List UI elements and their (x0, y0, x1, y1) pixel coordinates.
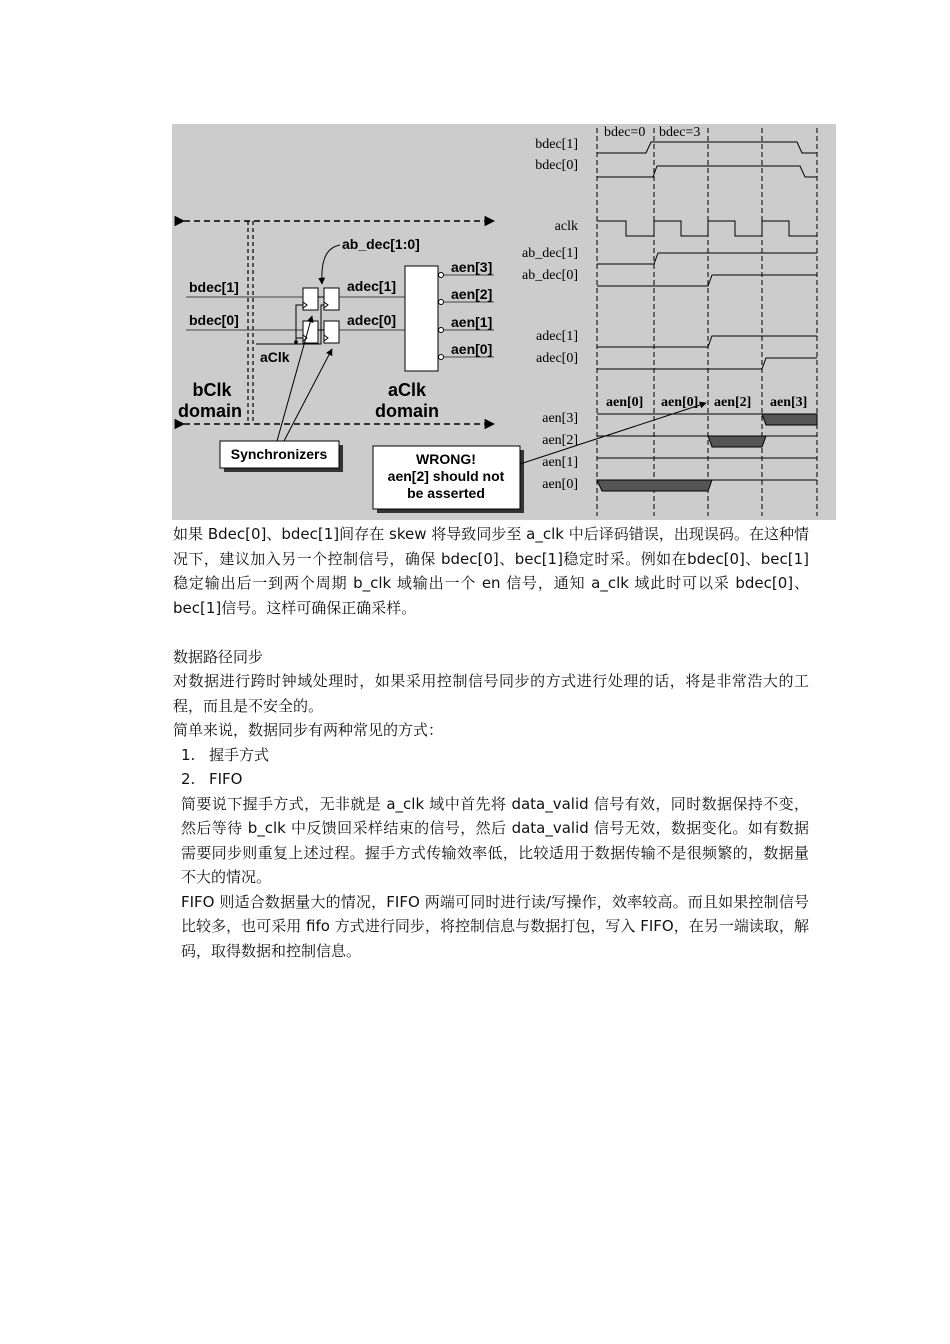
aclk-domain-label-2: domain (374, 401, 440, 421)
aen-state-label-1: aen[0] (606, 395, 644, 410)
list-item (173, 767, 809, 792)
aen3-label: aen[3] (451, 259, 493, 275)
aen-state-label-2: aen[0] (661, 395, 699, 410)
sig-bdec0: bdec[0] (535, 158, 578, 173)
wave-adec1 (597, 336, 817, 347)
bdec0-label: bdec[0] (189, 312, 239, 328)
list-number: 1. (181, 745, 196, 764)
timing-top-label-2: bdec=3 (659, 125, 701, 140)
bdec1-label: bdec[1] (189, 279, 239, 295)
ab-dec-arrow (322, 245, 340, 284)
sig-adec1: adec[1] (536, 329, 578, 344)
paragraph-intro: 对数据进行跨时钟域处理时，如果采用控制信号同步的方式进行处理的话，将是非常浩大的工程，而且是不安全的。 (173, 672, 809, 715)
synchronizer-figure (172, 124, 836, 520)
method-list (173, 743, 809, 792)
ab-dec-label: ab_dec[1:0] (342, 236, 420, 252)
timing-top-label-1: bdec=0 (604, 125, 646, 140)
wave-aclk (597, 221, 817, 236)
sig-aen3: aen[3] (542, 411, 578, 426)
figure-svg (172, 124, 836, 520)
wave-aen2-pulse (708, 436, 766, 447)
wrong-text-3: be asserted (407, 485, 485, 501)
aclk-domain-label: aClk (387, 380, 427, 400)
sig-bdec1: bdec[1] (535, 137, 578, 152)
paragraph-methods: 简单来说，数据同步有两种常见的方式： (173, 721, 444, 739)
wrong-text-1: WRONG! (416, 451, 476, 467)
document-body (173, 522, 809, 963)
bclk-domain-label-2: domain (177, 401, 243, 421)
adec1-label: adec[1] (347, 278, 397, 294)
wave-ab-dec0 (597, 275, 817, 286)
aen-state-label-3: aen[2] (714, 395, 752, 410)
wave-bdec0 (597, 166, 817, 177)
wrong-text-2: aen[2] should not (387, 468, 505, 484)
sig-ab-dec0: ab_dec[0] (522, 268, 578, 283)
list-text: 握手方式 (209, 745, 270, 764)
wave-adec0 (597, 358, 817, 369)
synchronizers-label: Synchronizers (230, 446, 328, 462)
decoder-block (405, 266, 438, 371)
sig-adec0: adec[0] (536, 351, 578, 366)
paragraph-handshake: 简要说下握手方式，无非就是 a_clk 域中首先将 data_valid 信号有效，同时数据保持不变，然后等待 b_clk 中反馈回采样结束的信号，然后 data_valid 信号无效，数据变化。如有数据需要同步则重复上述过程。握手方式传输效率低，比较适用于数据传输不是很频繁的，数据量不大的情况。 (181, 794, 809, 886)
aen2-label: aen[2] (451, 286, 493, 302)
wave-aen0-pulse (597, 480, 712, 491)
sig-aen0: aen[0] (542, 477, 578, 492)
list-number: 2. (181, 770, 196, 788)
paragraph-fifo: FIFO 则适合数据量大的情况，FIFO 两端可同时进行读/写操作，效率较高。而且如果控制信号比较多，也可采用 fifo 方式进行同步，将控制信息与数据打包，写入 FIFO，在另一端读取，解码，取得数据和控制信息。 (181, 892, 809, 960)
bclk-domain-label: bClk (192, 380, 232, 400)
section-heading: 数据路径同步 (173, 647, 264, 666)
aen0-label: aen[0] (451, 341, 493, 357)
timing-diagram (522, 125, 817, 516)
sig-ab-dec1: ab_dec[1] (522, 246, 578, 261)
wave-aen3-pulse (762, 414, 817, 425)
adec0-label: adec[0] (347, 312, 397, 328)
sig-aclk: aclk (554, 219, 578, 234)
sig-aen1: aen[1] (542, 455, 578, 470)
list-item (173, 743, 809, 768)
paragraph-skew: 如果 Bdec[0]、bdec[1]间存在 skew 将导致同步至 a_clk 中后译码错误，出现误码。在这种情况下，建议加入另一个控制信号，确保 bdec[0]、bec[1]稳定时采。例如在bdec[0]、bec[1]稳定输出后一到两个周期 b_clk 域输出一个 en 信号，通知 a_clk 域此时可以采 bdec[0]、bec[1]信号。这样可确保正确采样。 (173, 525, 809, 617)
aen1-label: aen[1] (451, 314, 493, 330)
sig-aen2: aen[2] (542, 433, 578, 448)
list-text: FIFO (209, 770, 243, 788)
wave-bdec1 (597, 142, 817, 153)
aen-state-label-4: aen[3] (770, 395, 808, 410)
wave-ab-dec1 (597, 253, 817, 264)
circuit-diagram (178, 221, 706, 513)
aclk-label: aClk (260, 349, 290, 365)
